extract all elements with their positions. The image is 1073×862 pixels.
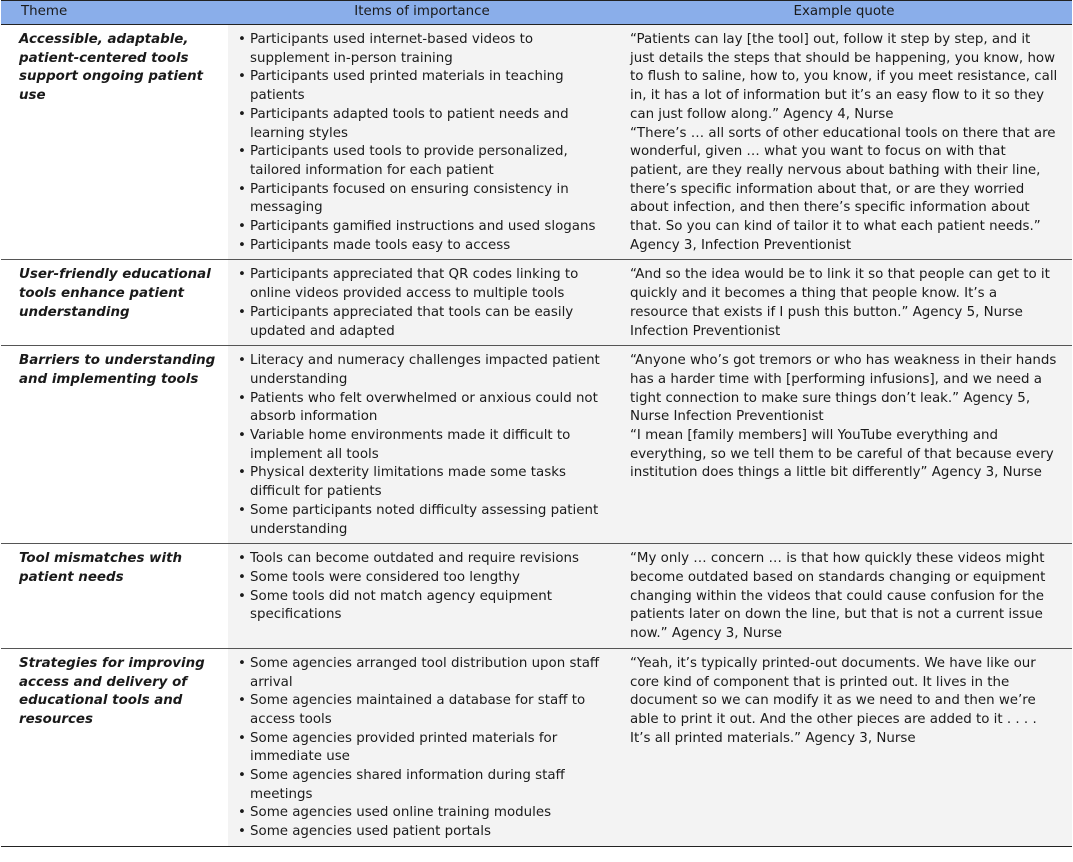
bullet-icon: • (238, 588, 246, 604)
list-item-text: Tools can become outdated and require revisions (250, 551, 580, 567)
list-item (236, 31, 606, 68)
list-item-text: Participants used internet-based videos to supplement in-person training (250, 32, 534, 66)
bullet-icon: • (238, 824, 246, 840)
items-list (236, 31, 606, 255)
list-item-text: Variable home environments made it difficult to implement all tools (250, 428, 571, 462)
list-item (236, 550, 606, 569)
bullet-icon: • (238, 465, 246, 481)
quote-cell (616, 648, 1072, 846)
header-theme: Theme (1, 1, 228, 25)
list-item (236, 804, 606, 823)
list-item (236, 692, 606, 729)
table-row (1, 346, 1072, 544)
table-body (1, 25, 1072, 847)
list-item (236, 730, 606, 767)
bullet-icon: • (238, 502, 246, 518)
list-item-text: Participants made tools easy to access (250, 237, 511, 253)
bullet-icon: • (238, 181, 246, 197)
list-item-text: Participants gamified instructions and used slogans (250, 219, 596, 235)
items-cell (228, 260, 616, 346)
bullet-icon: • (238, 237, 246, 253)
list-item (236, 181, 606, 218)
list-item (236, 352, 606, 389)
themes-table (1, 0, 1072, 847)
list-item-text: Literacy and numeracy challenges impacted patient understanding (250, 353, 600, 387)
list-item-text: Some agencies used online training modules (250, 805, 552, 821)
items-list (236, 655, 606, 842)
list-item (236, 106, 606, 143)
bullet-icon: • (238, 693, 246, 709)
bullet-icon: • (238, 144, 246, 160)
quote-text: “Yeah, it’s typically printed-out documents. We have like our core kind of component that is printed out. It lives in the document so we can modify it as we need to and then we’re able to print it out. And the other pieces are added to it . . . . It’s all printed materials.” Agency 3, Nurse (630, 655, 1037, 746)
items-cell (228, 648, 616, 846)
list-item-text: Some agencies provided printed materials for immediate use (250, 730, 558, 765)
quote-text: “There’s … all sorts of other educational tools on there that are wonderful, given … what you want to focus on with that patient, are they really nervous about bathing with their line, there’s specific information about that, or are they worried about infection, and then there’s specific information about that. So you can kind of tailor it to what each patient needs.” Agency 3, Infection Preventionist (630, 125, 1056, 253)
items-list (236, 266, 606, 341)
bullet-icon: • (238, 32, 246, 47)
list-item (236, 143, 606, 180)
quote-text: “And so the idea would be to link it so that people can get to it quickly and it becomes a thing that people know. It’s a resource that exists if I push this button.” Agency 5, Nurse Infection Preventionist (630, 267, 1050, 339)
list-item-text: Participants used tools to provide personalized, tailored information for each patient (250, 144, 568, 178)
bullet-icon: • (238, 768, 246, 784)
list-item-text: Some agencies used patient portals (250, 824, 491, 840)
list-item-text: Some agencies shared information during staff meetings (250, 768, 565, 802)
items-list (236, 550, 606, 625)
theme-cell: User-friendly educational tools enhance patient understanding (1, 260, 228, 346)
header-quote: Example quote (616, 1, 1072, 25)
bullet-icon: • (238, 551, 246, 567)
list-item-text: Some participants noted difficulty assessing patient understanding (250, 502, 599, 537)
bullet-icon: • (238, 219, 246, 235)
list-item (236, 218, 606, 237)
list-item (236, 823, 606, 842)
list-item (236, 266, 606, 303)
list-item-text: Participants used printed materials in teaching patients (250, 69, 564, 104)
list-item-text: Some agencies maintained a database for staff to access tools (250, 693, 586, 727)
list-item (236, 588, 606, 625)
bullet-icon: • (238, 730, 246, 746)
theme-cell: Accessible, adaptable, patient-centered tools support ongoing patient use (1, 25, 228, 260)
quote-cell (616, 544, 1072, 649)
quote-text: “I mean [family members] will YouTube everything and everything, so we tell them to be careful of that because every institution does things a little bit differently” Agency 3, Nurse (630, 428, 1054, 481)
table-row (1, 648, 1072, 846)
list-item (236, 304, 606, 341)
items-cell (228, 544, 616, 649)
bullet-icon: • (238, 428, 246, 444)
items-cell (228, 346, 616, 544)
quote-cell (616, 346, 1072, 544)
items-list (236, 352, 606, 539)
list-item (236, 464, 606, 501)
list-item (236, 655, 606, 692)
header-items: Items of importance (228, 1, 616, 25)
bullet-icon: • (238, 353, 246, 369)
list-item (236, 569, 606, 588)
theme-cell: Barriers to understanding and implementing tools (1, 346, 228, 544)
list-item-text: Physical dexterity limitations made some tasks difficult for patients (250, 465, 566, 500)
quote-text: “Patients can lay [the tool] out, follow it step by step, and it just details the steps that should be happening, you know, how to flush to saline, how to, you know, if you meet resistance, call in, it has a lot of information but it’s an easy flow to it so they can just follow along.” Agency 4, Nurse (630, 32, 1058, 122)
list-item (236, 68, 606, 105)
bullet-icon: • (238, 655, 246, 671)
bullet-icon: • (238, 569, 246, 585)
bullet-icon: • (238, 69, 246, 85)
list-item-text: Some tools were considered too lengthy (250, 569, 520, 585)
list-item (236, 390, 606, 427)
table-header-row (1, 1, 1072, 25)
list-item-text: Some agencies arranged tool distribution upon staff arrival (250, 655, 600, 690)
items-cell (228, 25, 616, 260)
list-item-text: Some tools did not match agency equipment specifications (250, 588, 553, 623)
list-item (236, 502, 606, 539)
themes-table-container (1, 0, 1072, 847)
list-item-text: Participants focused on ensuring consistency in messaging (250, 181, 569, 216)
list-item (236, 237, 606, 256)
bullet-icon: • (238, 106, 246, 122)
quote-text: “Anyone who’s got tremors or who has weakness in their hands has a harder time with [performing infusions], and we need a tight connection to make sure things don’t leak.” Agency 5, Nurse Infection Preventionist (630, 353, 1057, 425)
table-row (1, 25, 1072, 260)
bullet-icon: • (238, 390, 246, 406)
theme-cell: Strategies for improving access and delivery of educational tools and resources (1, 648, 228, 846)
quote-text: “My only … concern … is that how quickly these videos might become outdated based on standards changing or equipment changing within the videos that could cause confusion for the patients later on down the line, but that is not a current issue now.” Agency 3, Nurse (630, 551, 1046, 642)
theme-cell: Tool mismatches with patient needs (1, 544, 228, 649)
table-row (1, 544, 1072, 649)
list-item-text: Patients who felt overwhelmed or anxious could not absorb information (250, 390, 598, 425)
table-row (1, 260, 1072, 346)
list-item-text: Participants appreciated that tools can be easily updated and adapted (250, 304, 574, 339)
list-item-text: Participants appreciated that QR codes linking to online videos provided access to multiple tools (250, 267, 579, 302)
bullet-icon: • (238, 267, 246, 283)
list-item (236, 427, 606, 464)
quote-cell (616, 25, 1072, 260)
quote-cell (616, 260, 1072, 346)
list-item (236, 767, 606, 804)
list-item-text: Participants adapted tools to patient needs and learning styles (250, 106, 569, 141)
bullet-icon: • (238, 805, 246, 821)
bullet-icon: • (238, 304, 246, 320)
